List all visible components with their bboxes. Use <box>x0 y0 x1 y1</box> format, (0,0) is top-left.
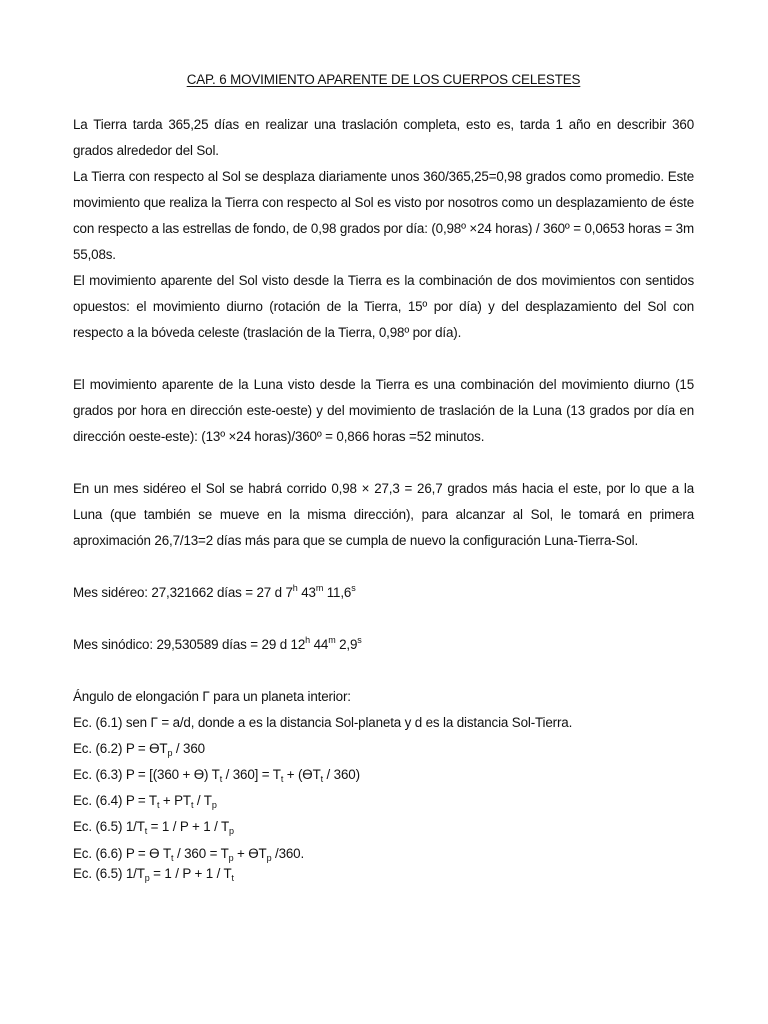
equation-text: / 360 = T <box>173 846 229 861</box>
equation-6-2 <box>73 736 694 762</box>
subscript: p <box>144 873 150 883</box>
subscript: t <box>231 873 234 883</box>
paragraph-sun-apparent-motion: El movimiento aparente del Sol visto desde la Tierra es la combinación de dos movimientos con sentidos opuestos: el movimiento diurno (rotación de la Tierra, 15º por día) y del desplazamiento del Sol con respecto a la bóveda celeste (traslación de la Tierra, 0,98º por día). <box>73 273 694 340</box>
seconds-superscript: s <box>357 635 362 645</box>
equation-text: + (ϴT <box>283 767 321 782</box>
equation-text: = 1 / P + 1 / T <box>149 866 232 881</box>
synodic-month-text: Mes sinódico: 29,530589 días = 29 d 12 <box>73 637 306 652</box>
equation-text: Ec. (6.6) P = ϴ T <box>73 846 172 861</box>
minutes-value: 43 <box>297 585 316 600</box>
equation-text: / T <box>193 793 212 808</box>
equation-6-1: Ec. (6.1) sen Γ = a/d, donde a es la distancia Sol-planeta y d es la distancia Sol-Tierra. <box>73 715 573 730</box>
minutes-superscript: m <box>328 635 336 645</box>
spacer <box>73 606 694 632</box>
seconds-value: 2,9 <box>335 637 358 652</box>
subscript: p <box>266 853 272 863</box>
sidereal-month-text: Mes sidéreo: 27,321662 días = 27 d 7 <box>73 585 293 600</box>
equation-6-6 <box>73 844 694 864</box>
subscript: t <box>144 826 148 836</box>
synodic-month-line <box>73 632 694 658</box>
subscript: t <box>320 774 323 784</box>
subscript: p <box>167 748 173 758</box>
document-body <box>73 70 694 884</box>
minutes-superscript: m <box>315 583 324 593</box>
equation-text: Ec. (6.5) 1/T <box>73 866 145 881</box>
equation-6-3 <box>73 762 694 788</box>
equation-text: Ec. (6.5) 1/T <box>73 819 145 834</box>
chapter-title: CAP. 6 MOVIMIENTO APARENTE DE LOS CUERPOS CELESTES <box>186 72 581 87</box>
subscript: t <box>190 800 194 810</box>
equation-text: Ec. (6.2) P = ϴT <box>73 741 168 756</box>
subscript: p <box>211 800 217 810</box>
paragraph-earth-translation: La Tierra tarda 365,25 días en realizar una traslación completa, esto es, tarda 1 año en describir 360 grados alrededor del Sol. <box>73 117 694 158</box>
hours-superscript: h <box>305 635 311 645</box>
paragraph-sidereal-month-sun: En un mes sidéreo el Sol se habrá corrido 0,98 × 27,3 = 26,7 grados más hacia el este, por lo que a la Luna (que también se mueve en la misma dirección), para alcanzar al Sol, le tomará en primera aproximación 26,7/13=2 días más para que se cumpla de nuevo la configuración Luna-Tierra-Sol. <box>73 481 694 548</box>
equation-6-5-inverse <box>73 864 694 884</box>
equation-text: / 360) <box>322 767 360 782</box>
equation-text: = 1 / P + 1 / T <box>147 819 230 834</box>
spacer <box>73 450 694 476</box>
spacer <box>73 346 694 372</box>
equation-6-4 <box>73 788 694 814</box>
paragraph-earth-sun-displacement: La Tierra con respecto al Sol se desplaza diariamente unos 360/365,25=0,98 grados como promedio. Este movimiento que realiza la Tierra con respecto al Sol es visto por nosotros como un desplazamiento de éste con respecto a las estrellas de fondo, de 0,98 grados por día: (0,98º ×24 horas) / 360º = 0,0653 horas = 3m 55,08s. <box>73 169 694 262</box>
equation-text: /360. <box>271 846 305 861</box>
subscript: t <box>280 774 284 784</box>
equation-text: / 360] = T <box>222 767 281 782</box>
subscript: p <box>229 826 234 836</box>
equation-text: Ec. (6.3) P = [(360 + ϴ) T <box>73 767 220 782</box>
equation-text: + PT <box>159 793 191 808</box>
equation-6-5 <box>73 814 694 840</box>
equation-text: + ϴT <box>233 846 267 861</box>
subscript: p <box>228 853 234 863</box>
sidereal-month-line <box>73 580 694 606</box>
elongation-heading: Ángulo de elongación Γ para un planeta interior: <box>73 689 351 704</box>
hours-superscript: h <box>292 583 298 593</box>
equation-text: / 360 <box>172 741 205 756</box>
equation-text: Ec. (6.4) P = T <box>73 793 157 808</box>
spacer <box>73 554 694 580</box>
subscript: t <box>171 853 174 863</box>
seconds-value: 11,6 <box>323 585 352 600</box>
paragraph-moon-apparent-motion: El movimiento aparente de la Luna visto desde la Tierra es una combinación del movimiento diurno (15 grados por hora en dirección este-oeste) y del movimiento de traslación de la Luna (13 grados por día en dirección oeste-este): (13º ×24 horas)/360º = 0,866 horas =52 minutos. <box>73 377 694 444</box>
subscript: t <box>219 774 223 784</box>
minutes-value: 44 <box>310 637 329 652</box>
spacer <box>73 658 694 684</box>
seconds-superscript: s <box>351 583 356 593</box>
subscript: t <box>156 800 160 810</box>
